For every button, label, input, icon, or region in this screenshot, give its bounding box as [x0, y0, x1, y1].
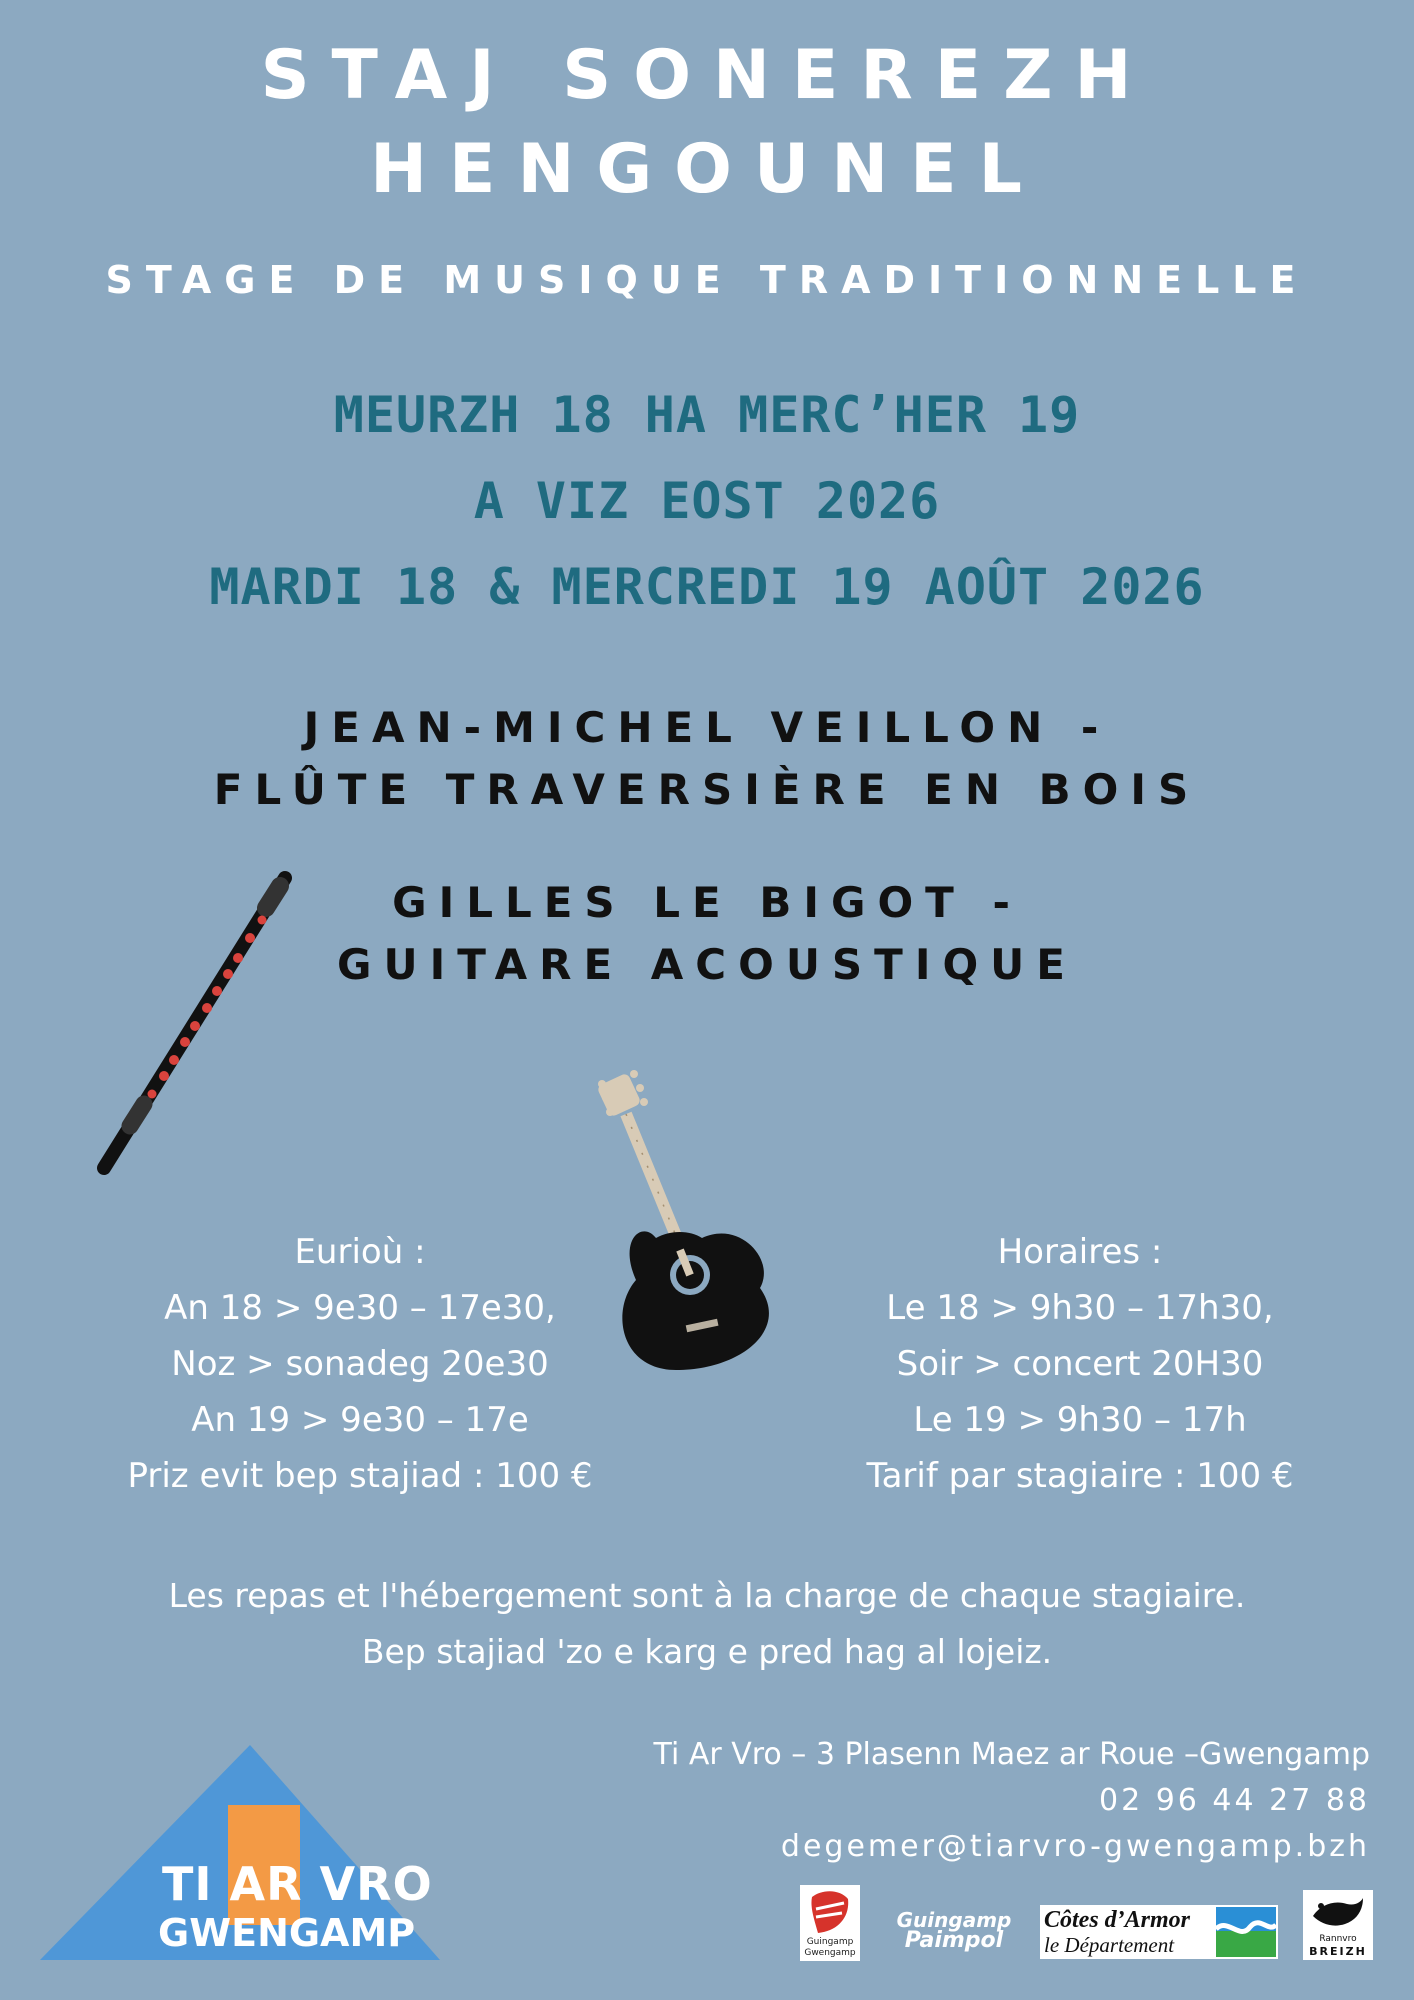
note-french: Les repas et l'hébergement sont à la charge de chaque stagiaire. — [168, 1576, 1246, 1615]
sponsor-4-text-b: BREIZH — [1309, 1945, 1367, 1958]
teacher-2-instrument: GUITARE ACOUSTIQUE — [337, 940, 1077, 989]
schedule-breton-heading: Eurioù : — [294, 1232, 426, 1272]
title-line-1: STAJ SONEREZH — [260, 36, 1154, 115]
teacher-2-name: GILLES LE BIGOT - — [392, 878, 1022, 927]
logo-line-1: TI AR VRO — [162, 1857, 433, 1911]
sponsor-3-text-a: Côtes d’Armor — [1044, 1907, 1191, 1933]
contact-address: Ti Ar Vro – 3 Plasenn Maez ar Roue –Gwengamp — [653, 1737, 1370, 1772]
sponsor-1-text-b: Gwengamp — [804, 1948, 856, 1958]
logo-line-2: GWENGAMP — [158, 1911, 416, 1955]
date-line-breton-2: A VIZ EOST 2026 — [473, 472, 941, 530]
ti-ar-vro-logo — [40, 1745, 440, 1965]
schedule-french-heading: Horaires : — [997, 1232, 1163, 1272]
teacher-1-name: JEAN-MICHEL VEILLON - — [303, 703, 1111, 752]
title-line-2: HENGOUNEL — [370, 130, 1044, 209]
schedule-french-line: Soir > concert 20H30 — [896, 1344, 1264, 1384]
subtitle: STAGE DE MUSIQUE TRADITIONNELLE — [105, 258, 1309, 302]
sponsor-cotes-darmor-logo — [1040, 1905, 1278, 1959]
schedule-french — [800, 1224, 1360, 1504]
sponsor-3-text-b: le Département — [1044, 1933, 1175, 1957]
schedule-breton — [80, 1224, 640, 1504]
sponsor-2-text-b: Paimpol — [904, 1928, 1004, 1953]
schedule-breton-line: Noz > sonadeg 20e30 — [171, 1344, 549, 1384]
schedule-breton-price: Priz evit bep stajiad : 100 € — [127, 1456, 593, 1496]
sponsor-1-text-a: Guingamp — [806, 1937, 854, 1947]
schedule-breton-line: An 18 > 9e30 – 17e30, — [164, 1288, 556, 1328]
sponsor-4-text-a: Rannvro — [1319, 1934, 1357, 1944]
guingamp-crest-icon — [808, 1889, 852, 1935]
ermine-icon — [1311, 1894, 1365, 1932]
sponsor-guingamp-paimpol-logo — [894, 1908, 1014, 1958]
sponsor-rannvro-breizh-logo — [1303, 1890, 1373, 1960]
date-line-french: MARDI 18 & MERCREDI 19 AOÛT 2026 — [209, 558, 1205, 616]
schedule-french-price: Tarif par stagiaire : 100 € — [866, 1456, 1294, 1496]
sponsor-2-text-a: Guingamp — [896, 1908, 1012, 1932]
flute-icon — [90, 860, 310, 1180]
cotes-darmor-wave-icon — [1216, 1907, 1276, 1957]
sponsor-guingamp-city-logo — [800, 1885, 860, 1961]
note-breton: Bep stajiad 'zo e karg e pred hag al lojeiz. — [361, 1632, 1053, 1671]
teacher-1-instrument: FLÛTE TRAVERSIÈRE EN BOIS — [213, 765, 1201, 814]
schedule-french-line: Le 18 > 9h30 – 17h30, — [886, 1288, 1274, 1328]
schedule-french-line: Le 19 > 9h30 – 17h — [913, 1400, 1247, 1440]
schedule-breton-line: An 19 > 9e30 – 17e — [191, 1400, 529, 1440]
contact-phone[interactable]: 02 96 44 27 88 — [1098, 1783, 1370, 1818]
contact-email[interactable]: degemer@tiarvro-gwengamp.bzh — [780, 1829, 1370, 1864]
date-line-breton-1: MEURZH 18 HA MERC’HER 19 — [333, 386, 1081, 444]
